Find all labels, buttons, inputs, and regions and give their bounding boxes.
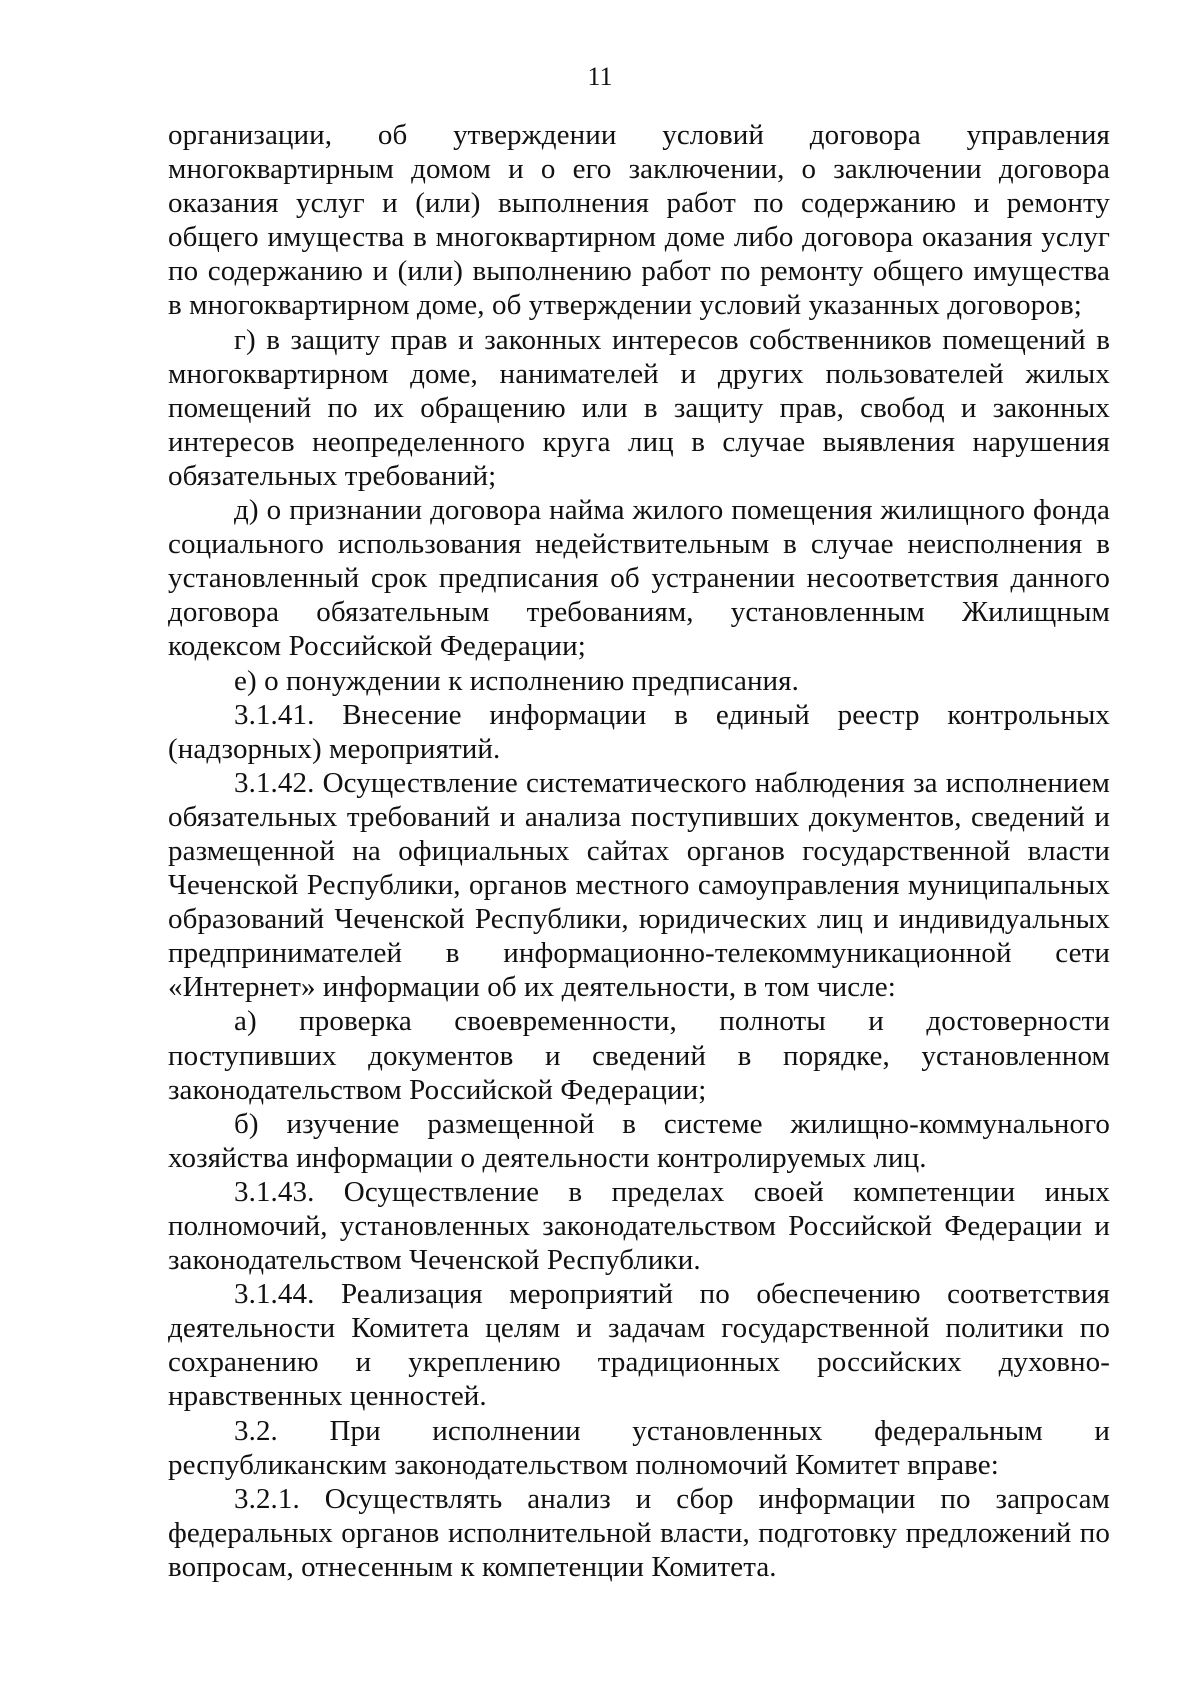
paragraph-3-1-44: 3.1.44. Реализация мероприятий по обеспечению соответствия деятельности Комитета целям и задачам государственной политики по сохранению и укреплению традиционных российских духовно-нравственных ценностей. bbox=[168, 1278, 1110, 1413]
paragraph-item-b: б) изучение размещенной в системе жилищно-коммунального хозяйства информации о деятельности контролируемых лиц. bbox=[168, 1107, 1110, 1174]
paragraph-item-a: а) проверка своевременности, полноты и достоверности поступивших документов и сведений в порядке, установленном законодательством Российской Федерации; bbox=[168, 1005, 1110, 1106]
paragraph-item-g: г) в защиту прав и законных интересов собственников помещений в многоквартирном доме, нанимателей и других пользователей жилых помещений по их обращению или в защиту прав, свобод и законных интересов неопределенного круга лиц в случае выявления нарушения обязательных требований; bbox=[168, 323, 1110, 492]
page-number: 11 bbox=[587, 62, 613, 91]
paragraph-continuation: организации, об утверждении условий договора управления многоквартирным домом и о его заключении, о заключении договора оказания услуг и (или) выполнения работ по содержанию и ремонту общего имущества в многоквартирном доме либо договора оказания услуг по содержанию и (или) выполнению работ по ремонту общего имущества в многоквартирном доме, об утверждении условий указанных договоров; bbox=[168, 119, 1110, 322]
paragraph-item-d: д) о признании договора найма жилого помещения жилищного фонда социального использования недействительным в случае неисполнения в установленный срок предписания об устранении несоответствия данного договора обязательным требованиям, установленным Жилищным кодексом Российской Федерации; bbox=[168, 494, 1110, 663]
paragraph-3-1-43: 3.1.43. Осуществление в пределах своей компетенции иных полномочий, установленных законодательством Российской Федерации и законодательством Чеченской Республики. bbox=[168, 1175, 1110, 1277]
paragraph-3-1-41: 3.1.41. Внесение информации в единый реестр контрольных (надзорных) мероприятий. bbox=[168, 698, 1110, 765]
paragraph-3-1-42: 3.1.42. Осуществление систематического наблюдения за исполнением обязательных требований и анализа поступивших документов, сведений и размещенной на официальных сайтах органов государственной власти Чеченской Республики, органов местного самоуправления муниципальных образований Чеченской Республики, юридических лиц и индивидуальных предпринимателей в информационно-телекоммуникационной сети «Интернет» информации об их деятельности, в том числе: bbox=[168, 766, 1110, 1004]
paragraph-3-2: 3.2. При исполнении установленных федеральным и республиканским законодательством полномочий Комитет вправе: bbox=[168, 1414, 1110, 1481]
paragraph-item-e: е) о понуждении к исполнению предписания. bbox=[234, 664, 799, 697]
document-body bbox=[168, 118, 1110, 1584]
paragraph-3-2-1: 3.2.1. Осуществлять анализ и сбор информации по запросам федеральных органов исполнительной власти, подготовку предложений по вопросам, отнесенным к компетенции Комитета. bbox=[168, 1482, 1110, 1583]
